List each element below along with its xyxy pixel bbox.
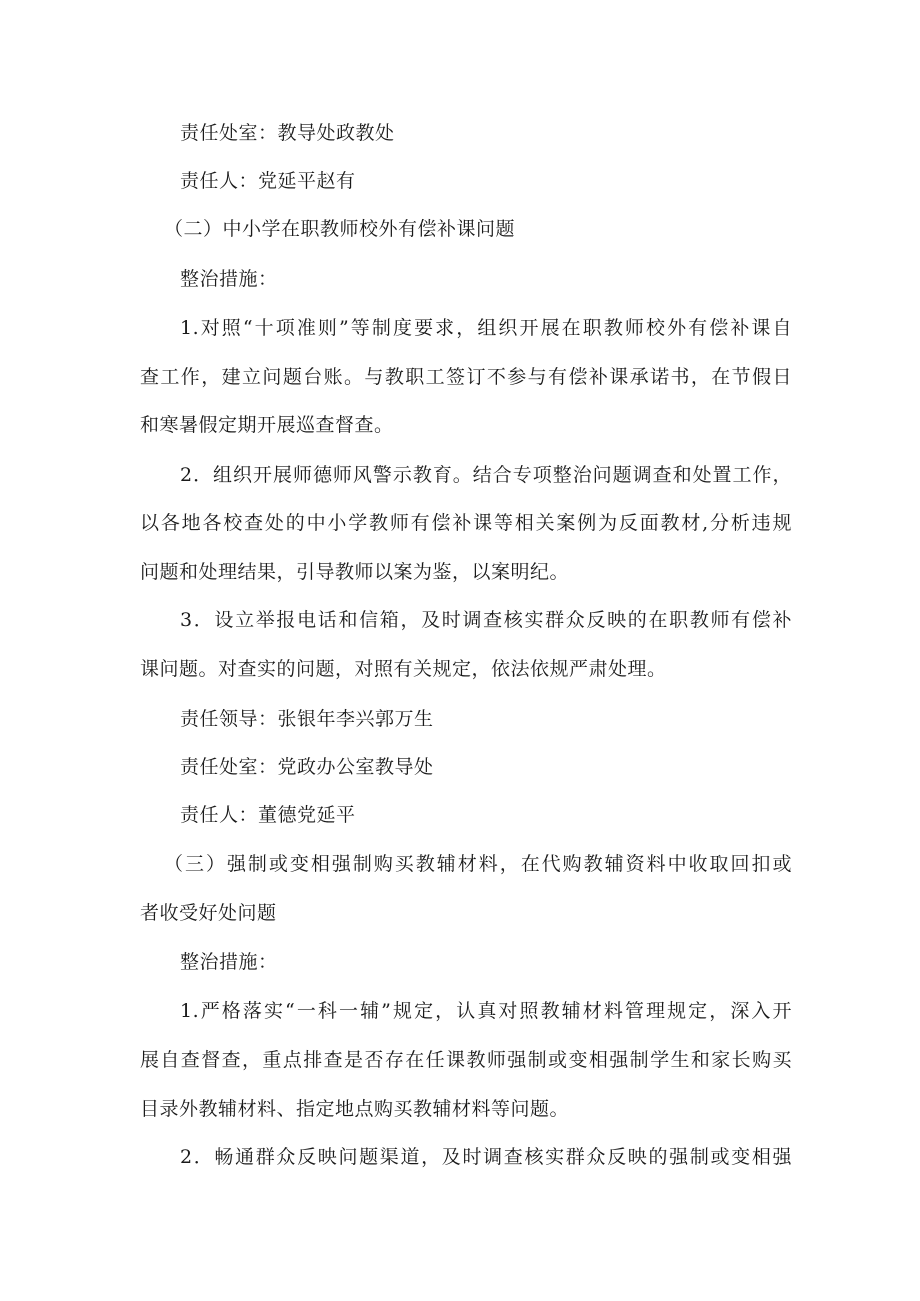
- paragraph-line: 2．组织开展师德师风警示教育。结合专项整治问题调查和处置工作，: [180, 464, 792, 486]
- section-heading-2: （二）中小学在职教师校外有偿补课问题: [164, 218, 516, 240]
- paragraph-line: 和寒暑假定期开展巡查督查。: [140, 414, 394, 436]
- paragraph-line: 以各地各校查处的中小学教师有偿补课等相关案例为反面教材,分析违规: [140, 512, 792, 534]
- paragraph-line: 课问题。对查实的问题，对照有关规定，依法依规严肃处理。: [140, 658, 667, 680]
- measures-label: 整治措施：: [180, 951, 278, 973]
- paragraph-line: 3．设立举报电话和信箱，及时调查核实群众反映的在职教师有偿补: [180, 609, 792, 631]
- paragraph-line: 问题和处理结果，引导教师以案为鉴，以案明纪。: [140, 561, 570, 583]
- measures-label: 整治措施：: [180, 268, 278, 290]
- paragraph-line: 2．畅通群众反映问题渠道，及时调查核实群众反映的强制或变相强: [180, 1146, 792, 1168]
- responsible-office-line: 责任处室：教导处政教处: [180, 122, 395, 144]
- section-heading-3: （三）强制或变相强制购买教辅材料，在代购教辅资料中收取回扣或: [164, 853, 792, 875]
- paragraph-line: 1.严格落实“一科一辅”规定，认真对照教辅材料管理规定，深入开: [180, 1000, 792, 1022]
- responsible-leader-line: 责任领导：张银年李兴郭万生: [180, 708, 434, 730]
- responsible-person-line: 责任人：党延平赵有: [180, 170, 356, 192]
- paragraph-line: 目录外教辅材料、指定地点购买教辅材料等问题。: [140, 1098, 570, 1120]
- paragraph-line: 展自查督查，重点排查是否存在任课教师强制或变相强制学生和家长购买: [140, 1049, 792, 1071]
- paragraph-line: 查工作，建立问题台账。与教职工签订不参与有偿补课承诺书，在节假日: [140, 366, 792, 388]
- paragraph-line: 1.对照“十项准则”等制度要求，组织开展在职教师校外有偿补课自: [180, 317, 792, 339]
- responsible-person-line: 责任人：董德党延平: [180, 804, 356, 826]
- responsible-office-line: 责任处室：党政办公室教导处: [180, 756, 434, 778]
- section-heading-3-cont: 者收受好处问题: [140, 902, 277, 924]
